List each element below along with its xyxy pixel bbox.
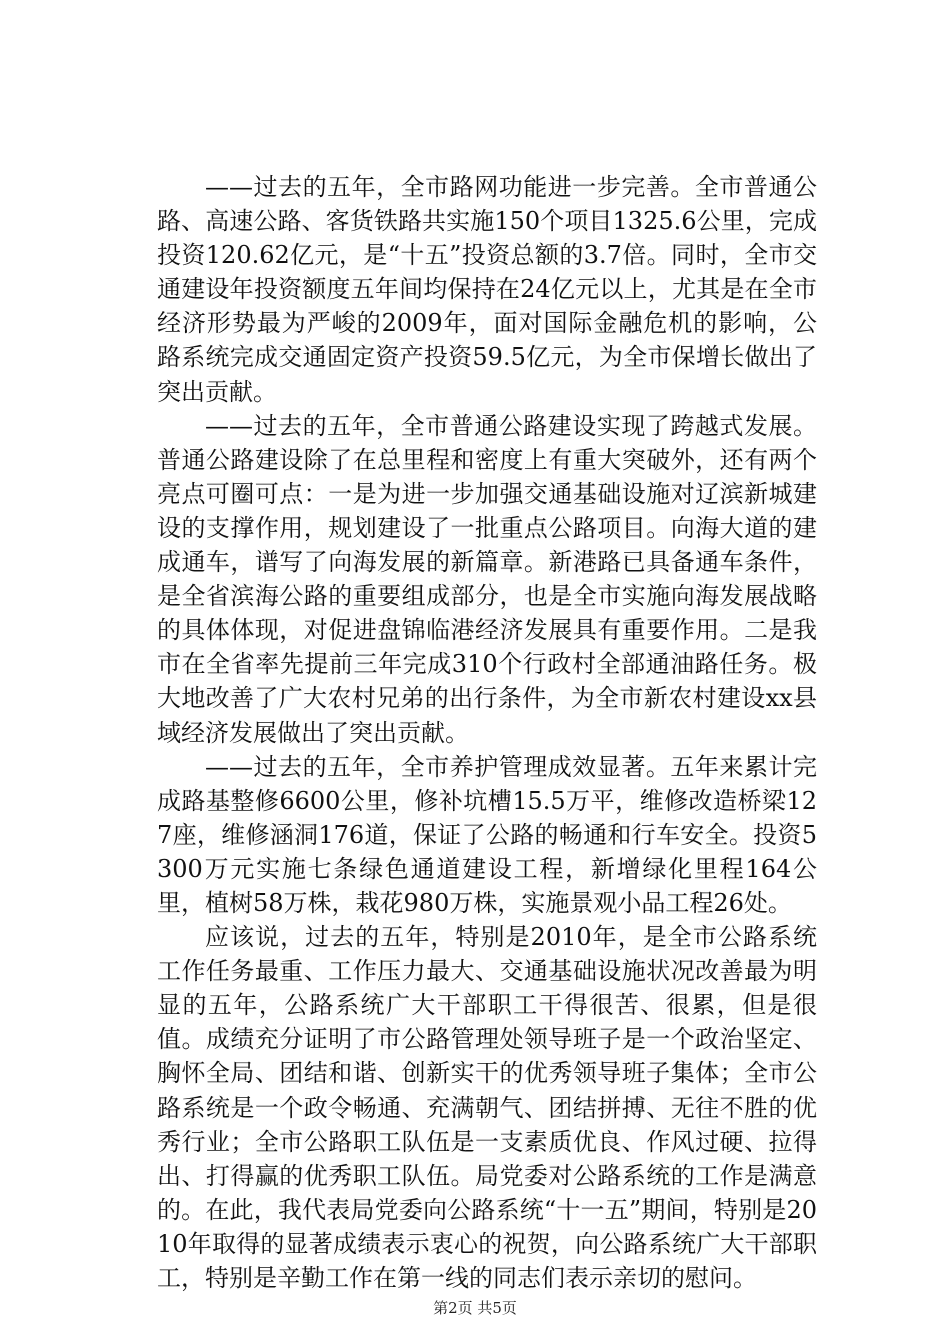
paragraph-ordinary-roads: ——过去的五年，全市普通公路建设实现了跨越式发展。普通公路建设除了在总里程和密度上有重大突破外，还有两个亮点可圈可点：一是为进一步加强交通基础设施对辽滨新城建设的支撑作用，规划建设了一批重点公路项目。向海大道的建成通车，谱写了向海发展的新篇章。新港路已具备通车条件，是全省滨海公路的重要组成部分，也是全市实施向海发展战略的具体体现，对促进盘锦临港经济发展具有重要作用。二是我市在全省率先提前三年完成310个行政村全部通油路任务。极大地改善了广大农村兄弟的出行条件，为全市新农村建设xx县域经济发展做出了突出贡献。 — [157, 411, 817, 747]
paragraph-road-network: ——过去的五年，全市路网功能进一步完善。全市普通公路、高速公路、客货铁路共实施150个项目1325.6公里，完成投资120.62亿元，是“十五”投资总额的3.7倍。同时，全市交通建设年投资额度五年间均保持在24亿元以上，尤其是在全市经济形势最为严峻的2009年，面对国际金融危机的影响，公路系统完成交通固定资产投资59.5亿元，为全市保增长做出了突出贡献。 — [157, 173, 817, 406]
document-body — [157, 170, 817, 1295]
page-number-footer: 第2页 共5页 — [433, 1299, 517, 1317]
paragraph-maintenance: ——过去的五年，全市养护管理成效显著。五年来累计完成路基整修6600公里，修补坑槽15.5万平，维修改造桥梁127座，维修涵洞176道，保证了公路的畅通和行车安全。投资5300万元实施七条绿色通道建设工程，新增绿化里程164公里，植树58万株，栽花980万株，实施景观小品工程26处。 — [157, 752, 817, 917]
paragraph-summary: 应该说，过去的五年，特别是2010年，是全市公路系统工作任务最重、工作压力最大、交通基础设施状况改善最为明显的五年，公路系统广大干部职工干得很苦、很累，但是很值。成绩充分证明了市公路管理处领导班子是一个政治坚定、胸怀全局、团结和谐、创新实干的优秀领导班子集体；全市公路系统是一个政令畅通、充满朝气、团结拼搏、无往不胜的优秀行业；全市公路职工队伍是一支素质优良、作风过硬、拉得出、打得赢的优秀职工队伍。局党委对公路系统的工作是满意的。在此，我代表局党委向公路系统“十一五”期间，特别是2010年取得的显著成绩表示衷心的祝贺，向公路系统广大干部职工，特别是辛勤工作在第一线的同志们表示亲切的慰问。 — [157, 923, 817, 1292]
